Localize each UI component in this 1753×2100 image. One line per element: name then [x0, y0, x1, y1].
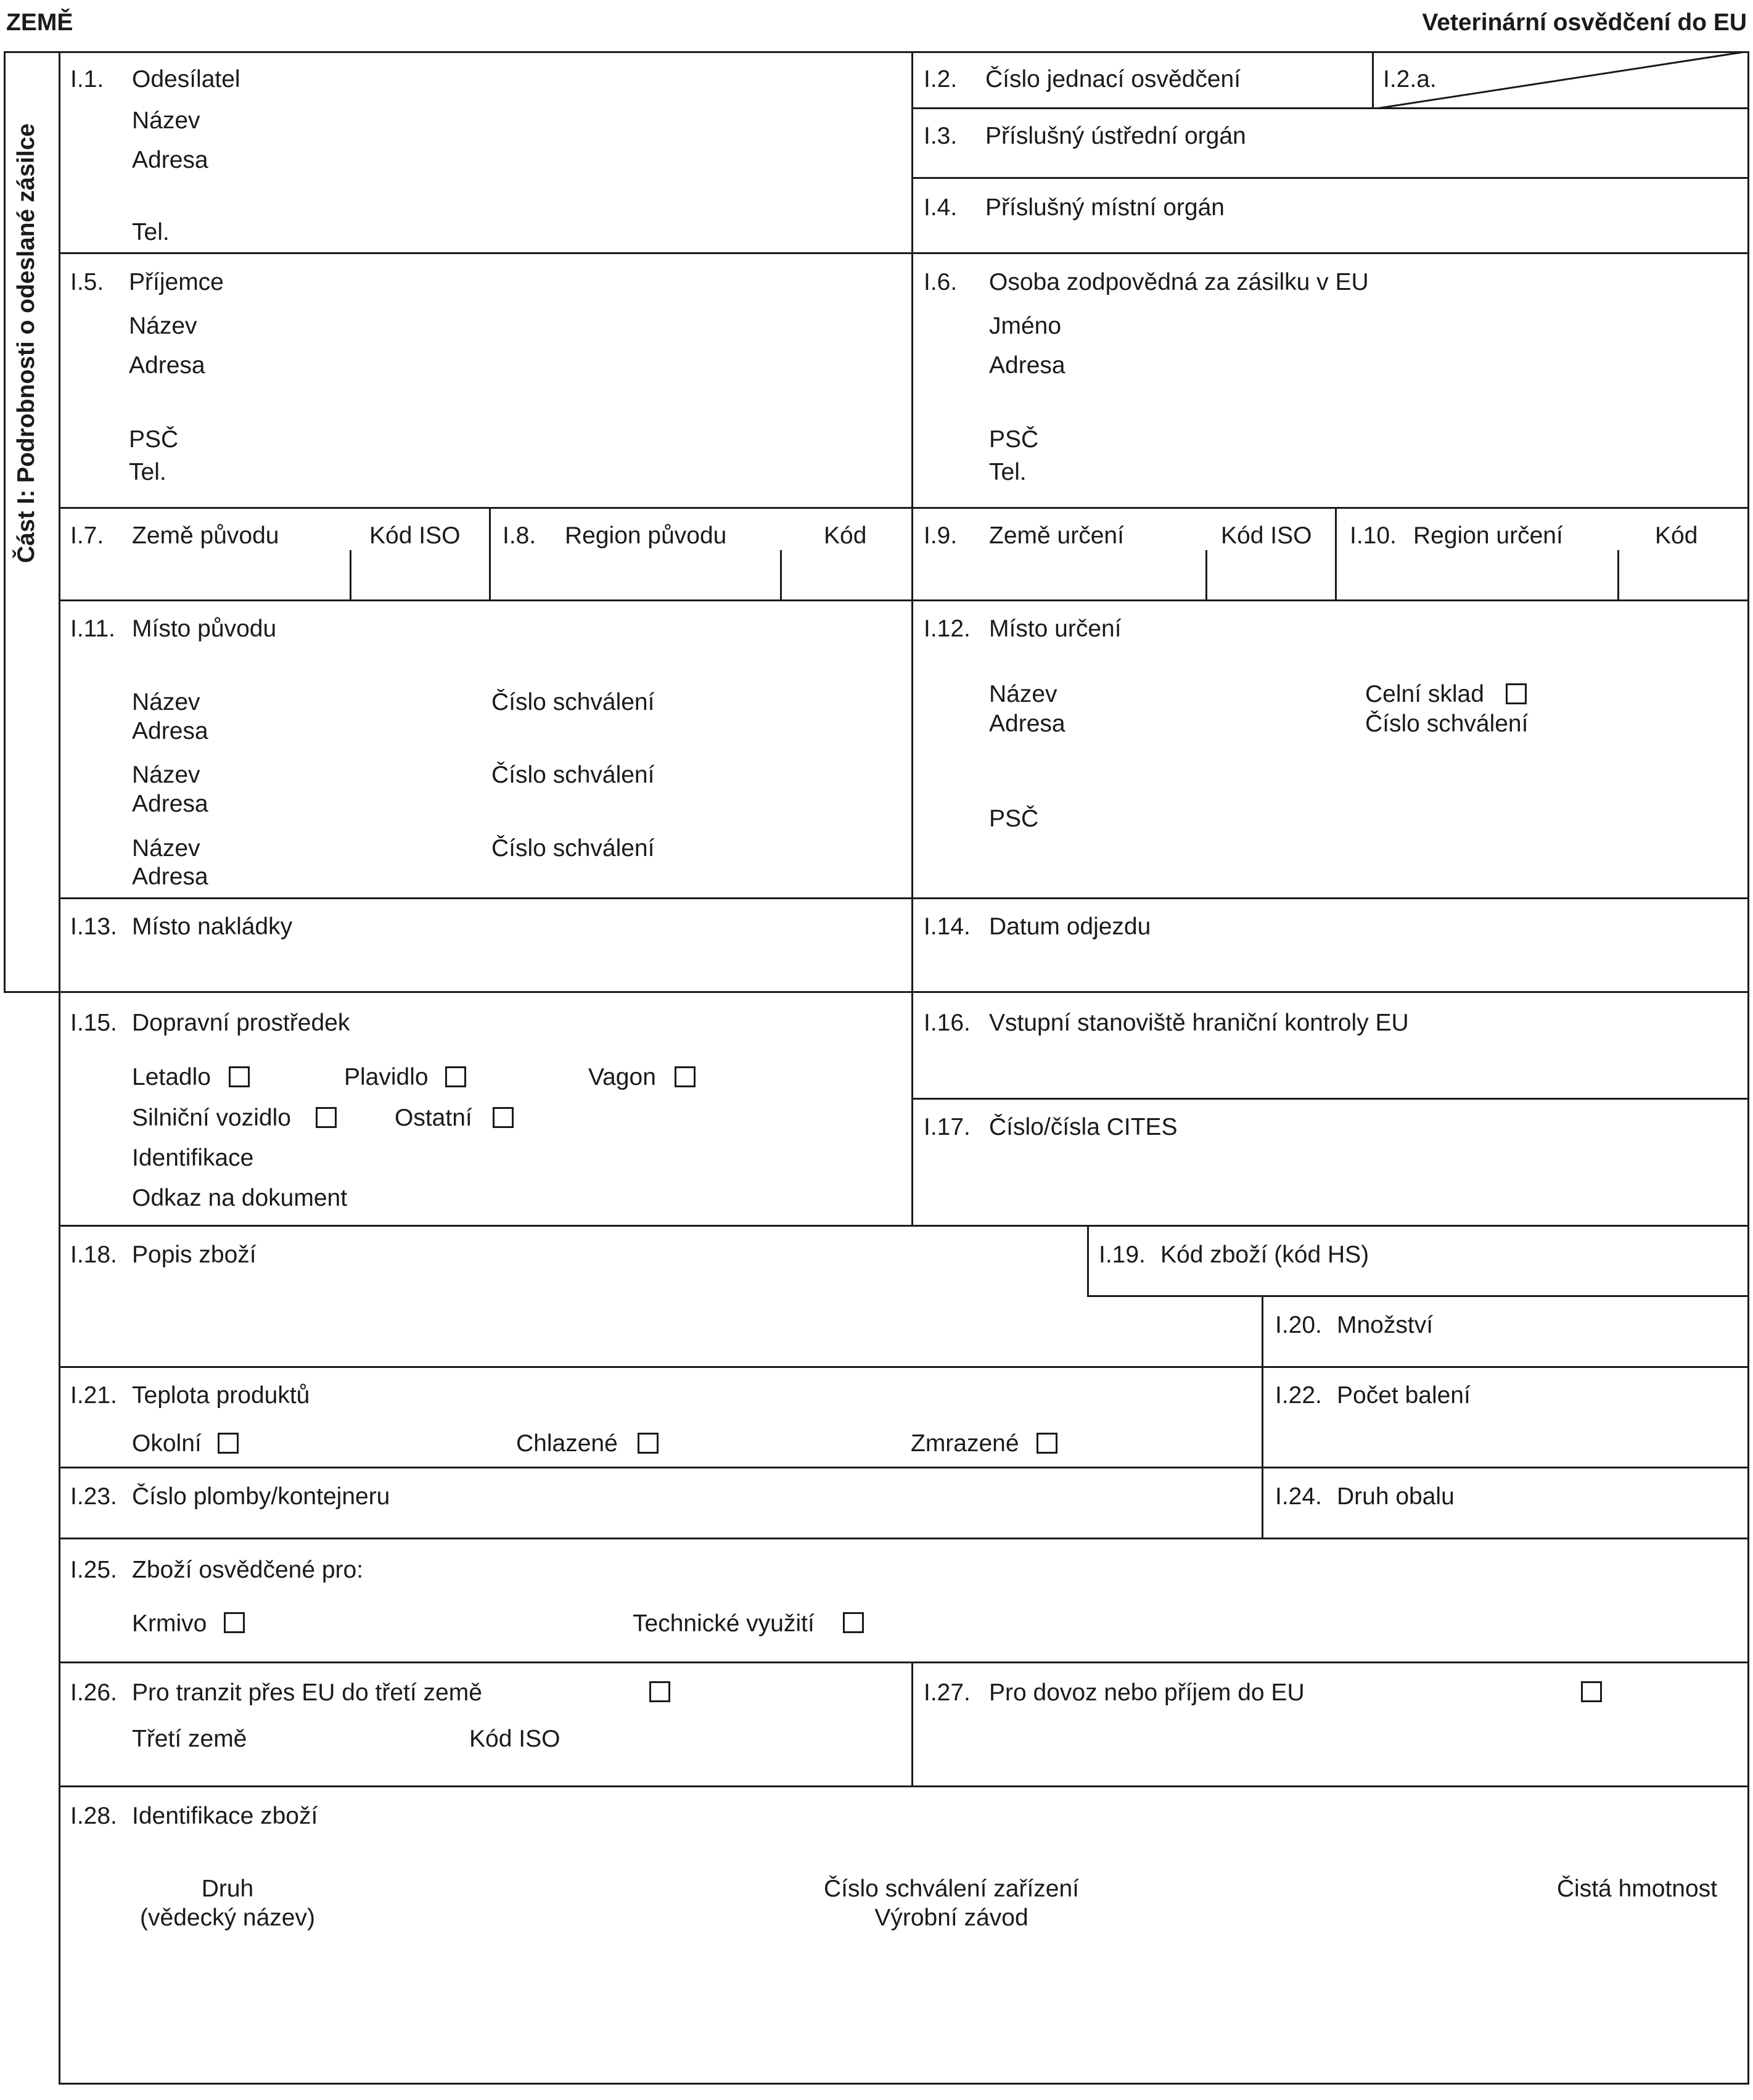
consignor-label: Odesílatel — [132, 66, 240, 93]
grid-line — [59, 1785, 1749, 1787]
grid-line — [350, 550, 351, 601]
grid-line — [1747, 51, 1749, 2085]
field-number: I.19. — [1099, 1241, 1146, 1268]
origin-approval-label: Číslo schválení — [491, 762, 655, 788]
place-destination-label: Místo určení — [989, 616, 1122, 642]
consignee-tel-label: Tel. — [129, 459, 166, 485]
country-destination-label: Země určení — [989, 522, 1124, 549]
country-origin-label: Země původu — [132, 522, 279, 549]
chilled-label: Chlazené — [516, 1430, 618, 1457]
responsible-address-label: Adresa — [989, 352, 1065, 379]
packaging-type-label: Druh obalu — [1337, 1483, 1455, 1510]
iso-code-label: Kód ISO — [469, 1726, 560, 1752]
airplane-label: Letadlo — [132, 1064, 211, 1090]
responsible-psc-label: PSČ — [989, 426, 1039, 453]
grid-line — [911, 1661, 913, 1787]
import-label: Pro dovoz nebo příjem do EU — [989, 1679, 1305, 1706]
consignee-psc-label: PSČ — [129, 426, 179, 453]
grid-line — [59, 1467, 1749, 1468]
other-transport-checkbox[interactable] — [493, 1107, 514, 1128]
hs-code-label: Kód zboží (kód HS) — [1160, 1241, 1369, 1268]
customs-warehouse-label: Celní sklad — [1365, 681, 1484, 707]
goods-description-label: Popis zboží — [132, 1241, 257, 1268]
origin-name-label: Název — [132, 835, 200, 862]
field-number: I.21. — [70, 1382, 117, 1409]
grid-line — [59, 897, 1749, 899]
scientific-name-label: (vědecký název) — [140, 1904, 315, 1931]
field-number: I.28. — [70, 1803, 117, 1829]
grid-line — [1087, 1225, 1089, 1297]
grid-line — [59, 1538, 1749, 1539]
place-origin-label: Místo původu — [132, 616, 277, 642]
origin-address-label: Adresa — [132, 718, 208, 744]
consignor-name-label: Název — [132, 107, 200, 134]
grid-line — [1087, 1295, 1749, 1297]
field-number: I.13. — [70, 913, 117, 940]
grid-line — [59, 991, 1749, 993]
grid-line — [4, 991, 60, 993]
grid-line — [59, 2083, 1749, 2085]
region-code-label: Kód — [1655, 522, 1698, 549]
identification-label: Identifikace — [132, 1145, 254, 1171]
frozen-checkbox[interactable] — [1037, 1433, 1057, 1454]
road-vehicle-label: Silniční vozidlo — [132, 1105, 291, 1131]
wagon-label: Vagon — [588, 1064, 656, 1090]
transport-label: Dopravní prostředek — [132, 1010, 350, 1036]
other-label: Ostatní — [395, 1105, 472, 1131]
consignor-address-label: Adresa — [132, 147, 208, 173]
field-number: I.24. — [1275, 1483, 1322, 1510]
transit-checkbox[interactable] — [649, 1681, 670, 1702]
grid-line — [911, 51, 913, 992]
chilled-checkbox[interactable] — [638, 1433, 659, 1454]
grid-line — [59, 599, 1749, 601]
ship-label: Plavidlo — [344, 1064, 429, 1090]
grid-line — [489, 507, 491, 601]
feed-checkbox[interactable] — [224, 1612, 245, 1633]
field-number: I.22. — [1275, 1382, 1322, 1409]
field-number: I.4. — [924, 194, 958, 221]
field-number: I.1. — [70, 66, 104, 93]
grid-line — [4, 51, 6, 992]
field-number: I.26. — [70, 1679, 117, 1706]
destination-name-label: Název — [989, 681, 1057, 707]
net-weight-label: Čistá hmotnost — [1556, 1876, 1717, 1902]
destination-address-label: Adresa — [989, 710, 1065, 737]
side-label: Část I: Podrobnosti o odeslané zásilce — [13, 123, 39, 563]
destination-psc-label: PSČ — [989, 805, 1039, 832]
manufacturing-plant-label: Výrobní závod — [874, 1904, 1028, 1931]
field-number: I.5. — [70, 269, 104, 295]
border-post-label: Vstupní stanoviště hraniční kontroly EU — [989, 1010, 1409, 1036]
road-vehicle-checkbox[interactable] — [316, 1107, 337, 1128]
field-number: I.11. — [70, 616, 115, 642]
certificate-title: Veterinární osvědčení do EU — [1422, 9, 1747, 36]
field-number: I.27. — [924, 1679, 971, 1706]
field-number: I.2.a. — [1383, 66, 1437, 93]
document-reference-label: Odkaz na dokument — [132, 1185, 348, 1211]
grid-line — [780, 550, 782, 601]
local-authority-label: Příslušný místní orgán — [985, 194, 1225, 221]
loading-place-label: Místo nakládky — [132, 913, 293, 940]
field-number: I.14. — [924, 913, 971, 940]
destination-approval-label: Číslo schválení — [1365, 710, 1529, 737]
country-heading: ZEMĚ — [6, 9, 73, 36]
responsible-person-label: Osoba zodpovědná za zásilku v EU — [989, 269, 1369, 295]
departure-date-label: Datum odjezdu — [989, 913, 1151, 940]
seal-number-label: Číslo plomby/kontejneru — [132, 1483, 390, 1510]
field-number: I.7. — [70, 522, 104, 549]
field-number: I.15. — [70, 1010, 117, 1036]
transit-label: Pro tranzit přes EU do třetí země — [132, 1679, 482, 1706]
grid-line — [1262, 1295, 1263, 1539]
field-number: I.16. — [924, 1010, 971, 1036]
field-number: I.3. — [924, 123, 958, 149]
field-number: I.10. — [1350, 522, 1397, 549]
cites-label: Číslo/čísla CITES — [989, 1114, 1178, 1140]
field-number: I.12. — [924, 616, 971, 642]
import-checkbox[interactable] — [1581, 1681, 1602, 1702]
responsible-tel-label: Tel. — [989, 459, 1027, 485]
responsible-name-label: Jméno — [989, 313, 1062, 339]
origin-approval-label: Číslo schválení — [491, 689, 655, 715]
field-number: I.23. — [70, 1483, 117, 1510]
goods-identification-label: Identifikace zboží — [132, 1803, 318, 1829]
grid-line — [1335, 507, 1337, 601]
central-authority-label: Příslušný ústřední orgán — [985, 123, 1246, 149]
origin-address-label: Adresa — [132, 863, 208, 890]
region-destination-label: Region určení — [1413, 522, 1563, 549]
grid-line — [59, 1661, 1749, 1663]
origin-address-label: Adresa — [132, 791, 208, 817]
consignee-address-label: Adresa — [129, 352, 205, 379]
technical-use-label: Technické využití — [633, 1610, 815, 1637]
third-country-label: Třetí země — [132, 1726, 247, 1752]
quantity-label: Množství — [1337, 1312, 1434, 1338]
consignee-label: Příjemce — [129, 269, 224, 295]
field-number: I.9. — [924, 522, 958, 549]
temperature-label: Teplota produktů — [132, 1382, 310, 1409]
feed-label: Krmivo — [132, 1610, 207, 1637]
grid-line — [911, 991, 913, 1227]
field-number: I.8. — [503, 522, 536, 549]
grid-line — [59, 1225, 1749, 1227]
grid-line — [59, 252, 1749, 254]
grid-line — [59, 51, 60, 2085]
plant-approval-label: Číslo schválení zařízení — [823, 1876, 1079, 1902]
consignee-name-label: Název — [129, 313, 197, 339]
frozen-label: Zmrazené — [911, 1430, 1019, 1457]
consignor-tel-label: Tel. — [132, 219, 170, 245]
grid-line — [1205, 550, 1207, 601]
grid-line — [1617, 550, 1619, 601]
grid-line — [59, 507, 1749, 509]
wagon-checkbox[interactable] — [675, 1066, 696, 1087]
package-count-label: Počet balení — [1337, 1382, 1471, 1409]
certificate-reference-label: Číslo jednací osvědčení — [985, 66, 1241, 93]
field-number: I.2. — [924, 66, 958, 93]
field-number: I.6. — [924, 269, 958, 295]
species-label: Druh — [201, 1876, 254, 1902]
customs-warehouse-checkbox[interactable] — [1506, 683, 1527, 704]
region-code-label: Kód — [824, 522, 867, 549]
ambient-checkbox[interactable] — [218, 1433, 239, 1454]
iso-code-label: Kód ISO — [369, 522, 461, 549]
field-number: I.20. — [1275, 1312, 1322, 1338]
origin-approval-label: Číslo schválení — [491, 835, 655, 862]
iso-code-label: Kód ISO — [1221, 522, 1312, 549]
origin-name-label: Název — [132, 762, 200, 788]
field-number: I.25. — [70, 1557, 117, 1583]
field-number: I.17. — [924, 1114, 971, 1140]
ambient-label: Okolní — [132, 1430, 202, 1457]
technical-use-checkbox[interactable] — [843, 1612, 864, 1633]
grid-line — [911, 177, 1749, 179]
certified-for-label: Zboží osvědčené pro: — [132, 1557, 364, 1583]
field-number: I.18. — [70, 1241, 117, 1268]
airplane-checkbox[interactable] — [229, 1066, 250, 1087]
region-origin-label: Region původu — [565, 522, 727, 549]
grid-line — [911, 1098, 1749, 1100]
origin-name-label: Název — [132, 689, 200, 715]
ship-checkbox[interactable] — [445, 1066, 466, 1087]
grid-line — [59, 1366, 1749, 1368]
